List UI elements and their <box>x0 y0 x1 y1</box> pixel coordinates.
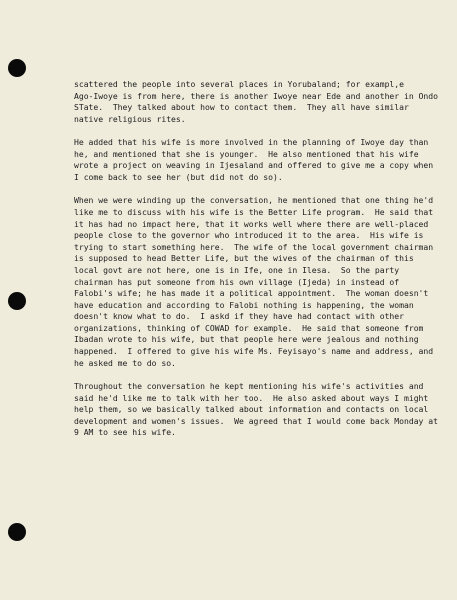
text-line: he asked me to do so. <box>74 357 176 368</box>
text-line: doesn't know what to do. I askd if they have had contact with other <box>74 311 404 322</box>
binder-hole <box>8 292 26 310</box>
text-line: organizations, thinking of COWAD for example. He said that someone from <box>74 322 424 333</box>
text-line: chairman has put someone from his own village (Ijeda) in instead of <box>74 276 400 287</box>
text-line: Ibadan wrote to his wife, but that people here were jealous and nothing <box>74 334 419 345</box>
text-line: scattered the people into several places in Yorubaland; for exampl,e <box>74 79 404 89</box>
text-line: Falobi's wife; he has made it a political appointment. The woman doesn't <box>74 288 429 299</box>
text-line: trying to start something here. The wife of the local government chairman <box>74 241 434 252</box>
paragraph <box>74 137 446 183</box>
text-line: 9 AM to see his wife. <box>74 427 176 438</box>
text-line: native religious rites. <box>74 113 186 124</box>
text-line: local govt are not here, one is in Ife, one in Ilesa. So the party <box>74 264 400 275</box>
text-line: it has had no impact here, that it works well where there are well-placed <box>74 218 429 229</box>
binder-hole <box>8 59 26 77</box>
text-line: happened. I offered to give his wife Ms. Feyisayo's name and address, and <box>74 346 434 357</box>
text-line: He added that his wife is more involved in the planning of Iwoye day than <box>74 137 429 148</box>
text-line: development and women's issues. We agreed that I would come back Monday at <box>74 415 438 426</box>
paragraph <box>74 79 446 125</box>
text-line: he, and mentioned that she is younger. He also mentioned that his wife <box>74 148 419 159</box>
paragraph <box>74 195 446 369</box>
text-line: have education and according to Falobi nothing is happening, the woman <box>74 299 414 310</box>
text-line: Ago-Iwoye is from here, there is another Iwoye near Ede and another in Ondo <box>74 90 438 101</box>
text-line: Throughout the conversation he kept mentioning his wife's activities and <box>74 381 424 392</box>
text-line: wrote a project on weaving in Ijesaland and offered to give me a copy when <box>74 160 434 171</box>
binder-hole <box>8 523 26 541</box>
paragraph <box>74 381 446 439</box>
text-line: is supposed to head Better Life, but the wives of the chairman of this <box>74 253 414 264</box>
typed-text-body <box>74 79 446 451</box>
text-line: STate. They talked about how to contact them. They all have similar <box>74 102 409 113</box>
text-line: help them, so we basically talked about information and contacts on local <box>74 404 429 415</box>
text-line: people close to the governor who introduced it to the area. His wife is <box>74 230 424 241</box>
text-line: like me to discuss with his wife is the Better Life program. He said that <box>74 206 434 217</box>
text-line: said he'd like me to talk with her too. He also asked about ways I might <box>74 392 429 403</box>
text-line: I come back to see her (but did not do so). <box>74 171 283 182</box>
text-line: When we were winding up the conversation, he mentioned that one thing he'd <box>74 195 434 206</box>
